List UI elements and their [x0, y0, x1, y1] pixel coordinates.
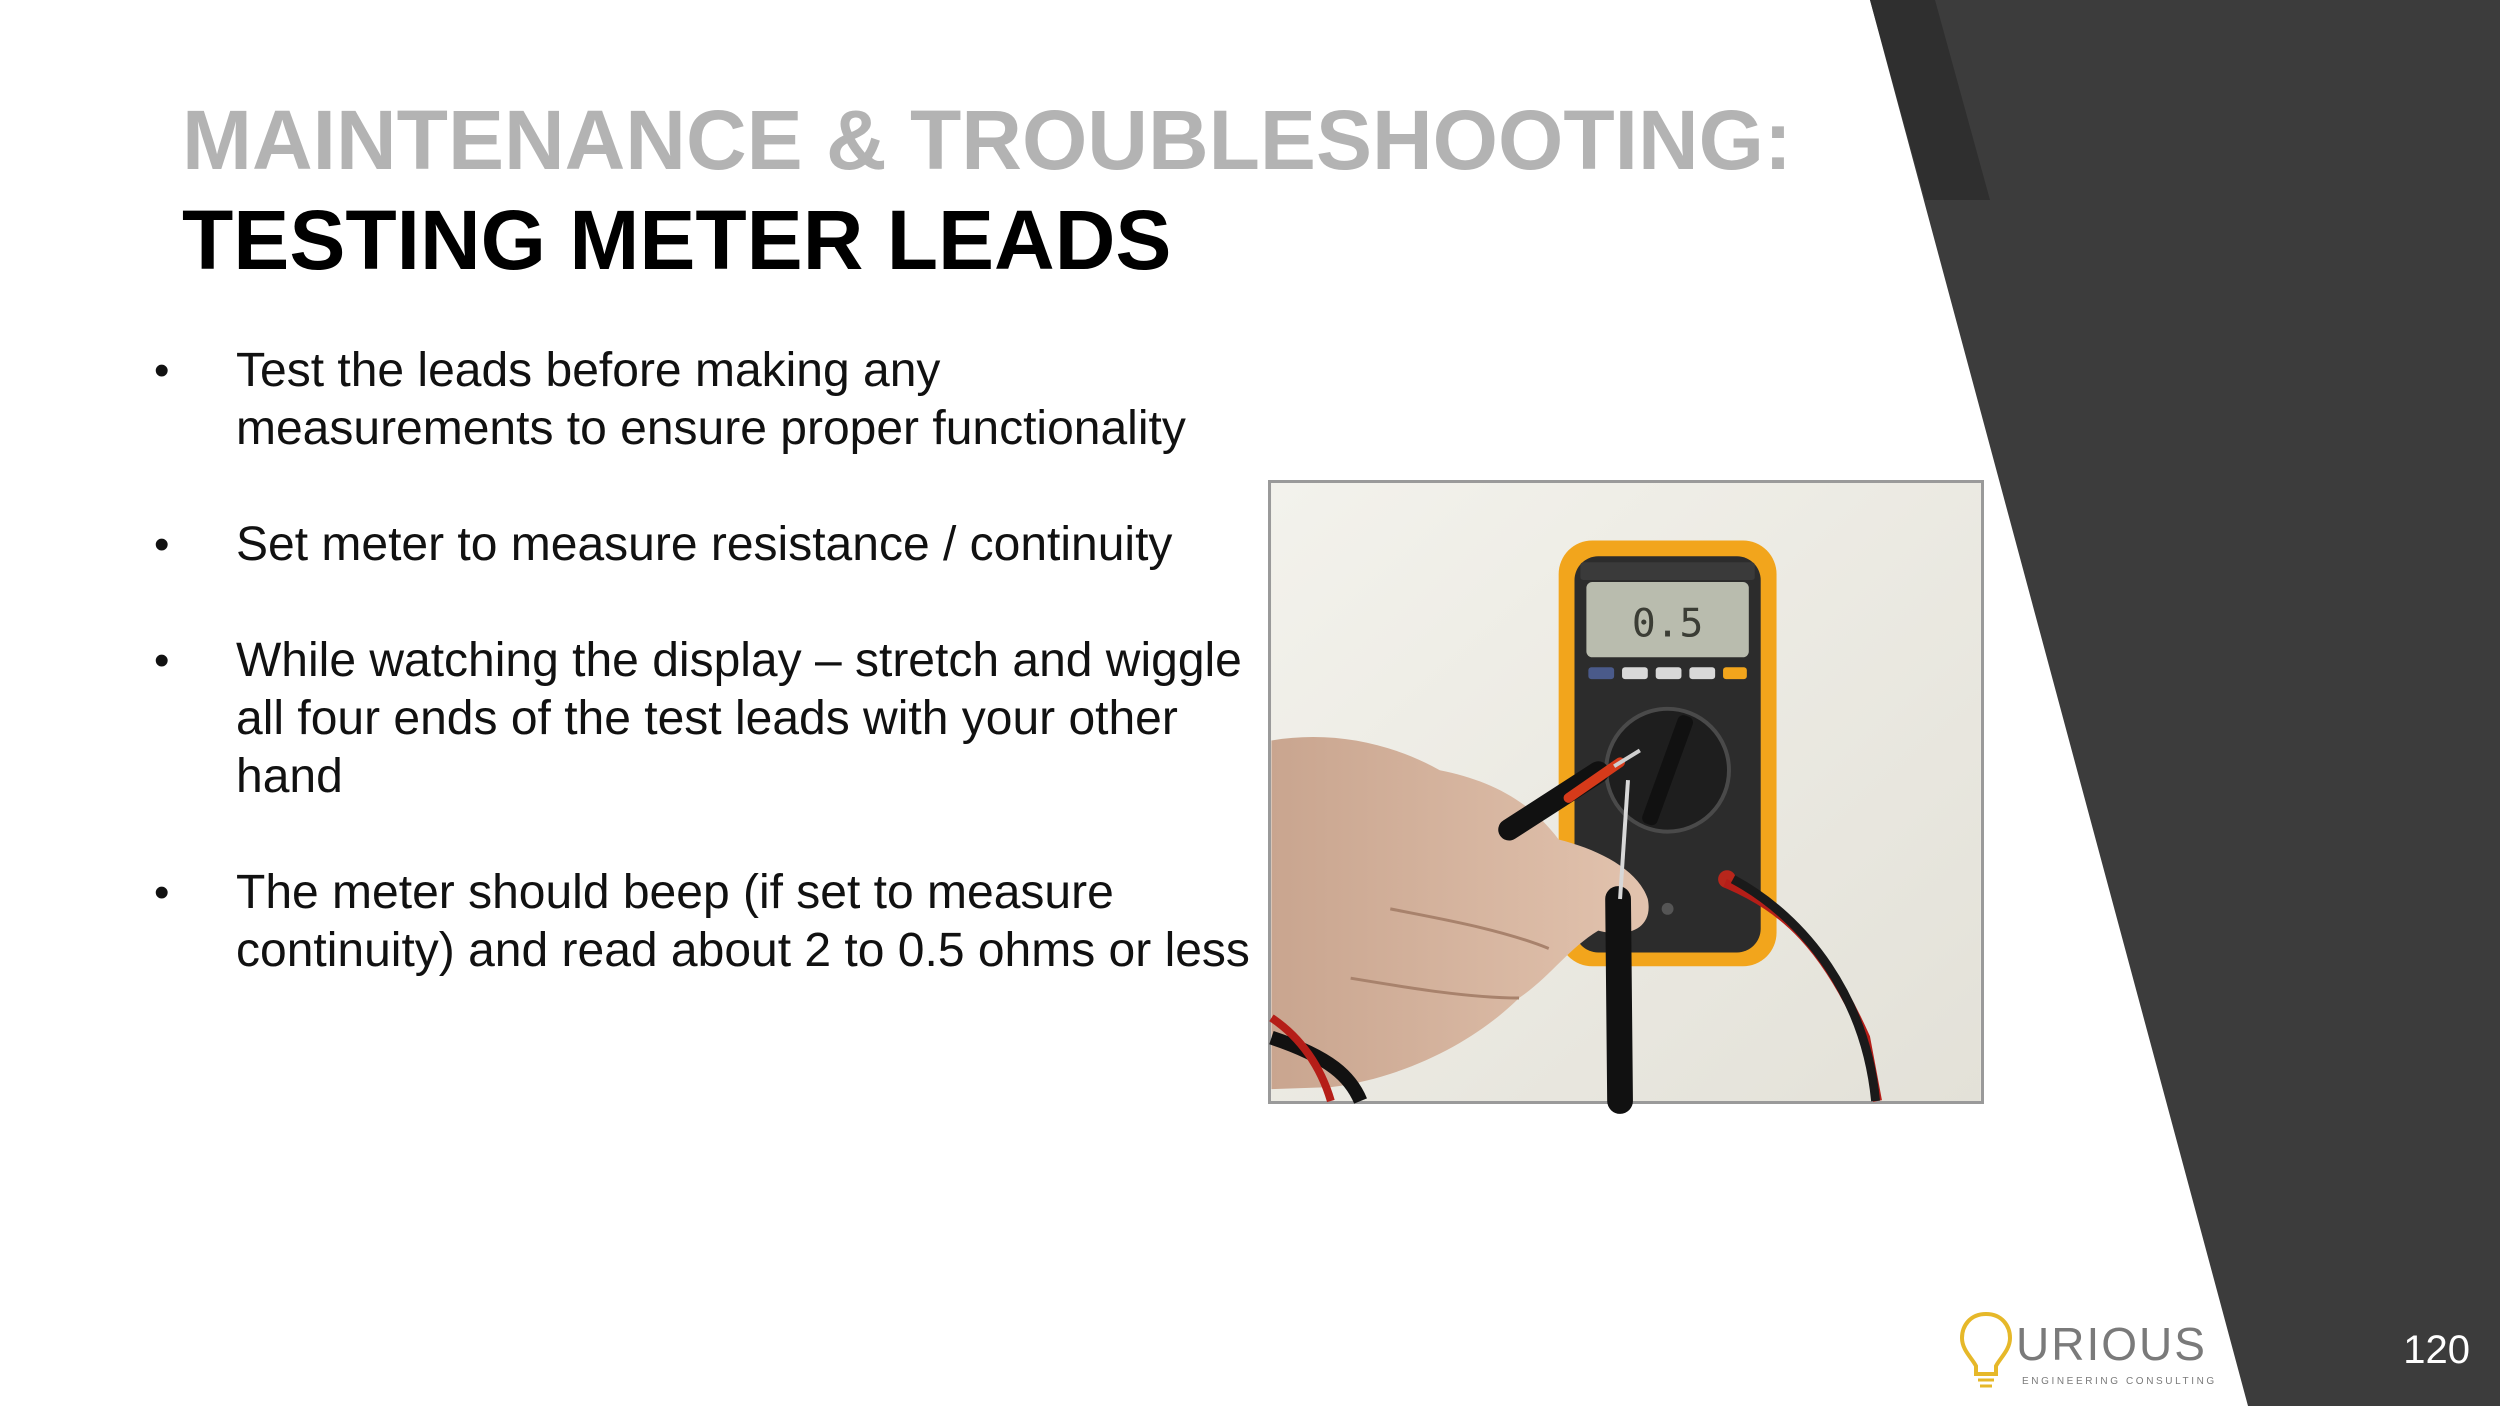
bullet-item: [150, 342, 1260, 458]
bullet-marker: •: [154, 346, 170, 395]
bullet-item: [150, 516, 1260, 574]
bullet-marker: •: [154, 868, 170, 917]
bullet-text: Test the leads before making any measurements to ensure proper functionality: [236, 344, 1186, 455]
multimeter-photo: [1268, 480, 1984, 1104]
bullet-list: [150, 342, 1260, 1038]
page-number: 120: [2403, 1328, 2470, 1372]
slide-title-line-1: MAINTENANCE & TROUBLESHOOTING:: [182, 93, 1792, 187]
bullet-item: [150, 632, 1260, 806]
slide-title-line-2: TESTING METER LEADS: [182, 193, 1172, 287]
bullet-item: [150, 864, 1260, 980]
bullet-marker: •: [154, 520, 170, 569]
bullet-text: Set meter to measure resistance / continuity: [236, 518, 1173, 571]
logo-wordmark: URIOUS: [2016, 1318, 2207, 1370]
bullet-text: While watching the display – stretch and wiggle all four ends of the test leads with your other hand: [236, 634, 1242, 803]
bullet-text: The meter should beep (if set to measure continuity) and read about 2 to 0.5 ohms or less: [236, 866, 1250, 977]
curious-logo: [1958, 1308, 2217, 1394]
lightbulb-icon: [1962, 1314, 2010, 1374]
bullet-marker: •: [154, 636, 170, 685]
logo-tagline: ENGINEERING CONSULTING: [2022, 1376, 2217, 1387]
meter-reading: 0.5: [1631, 600, 1704, 647]
